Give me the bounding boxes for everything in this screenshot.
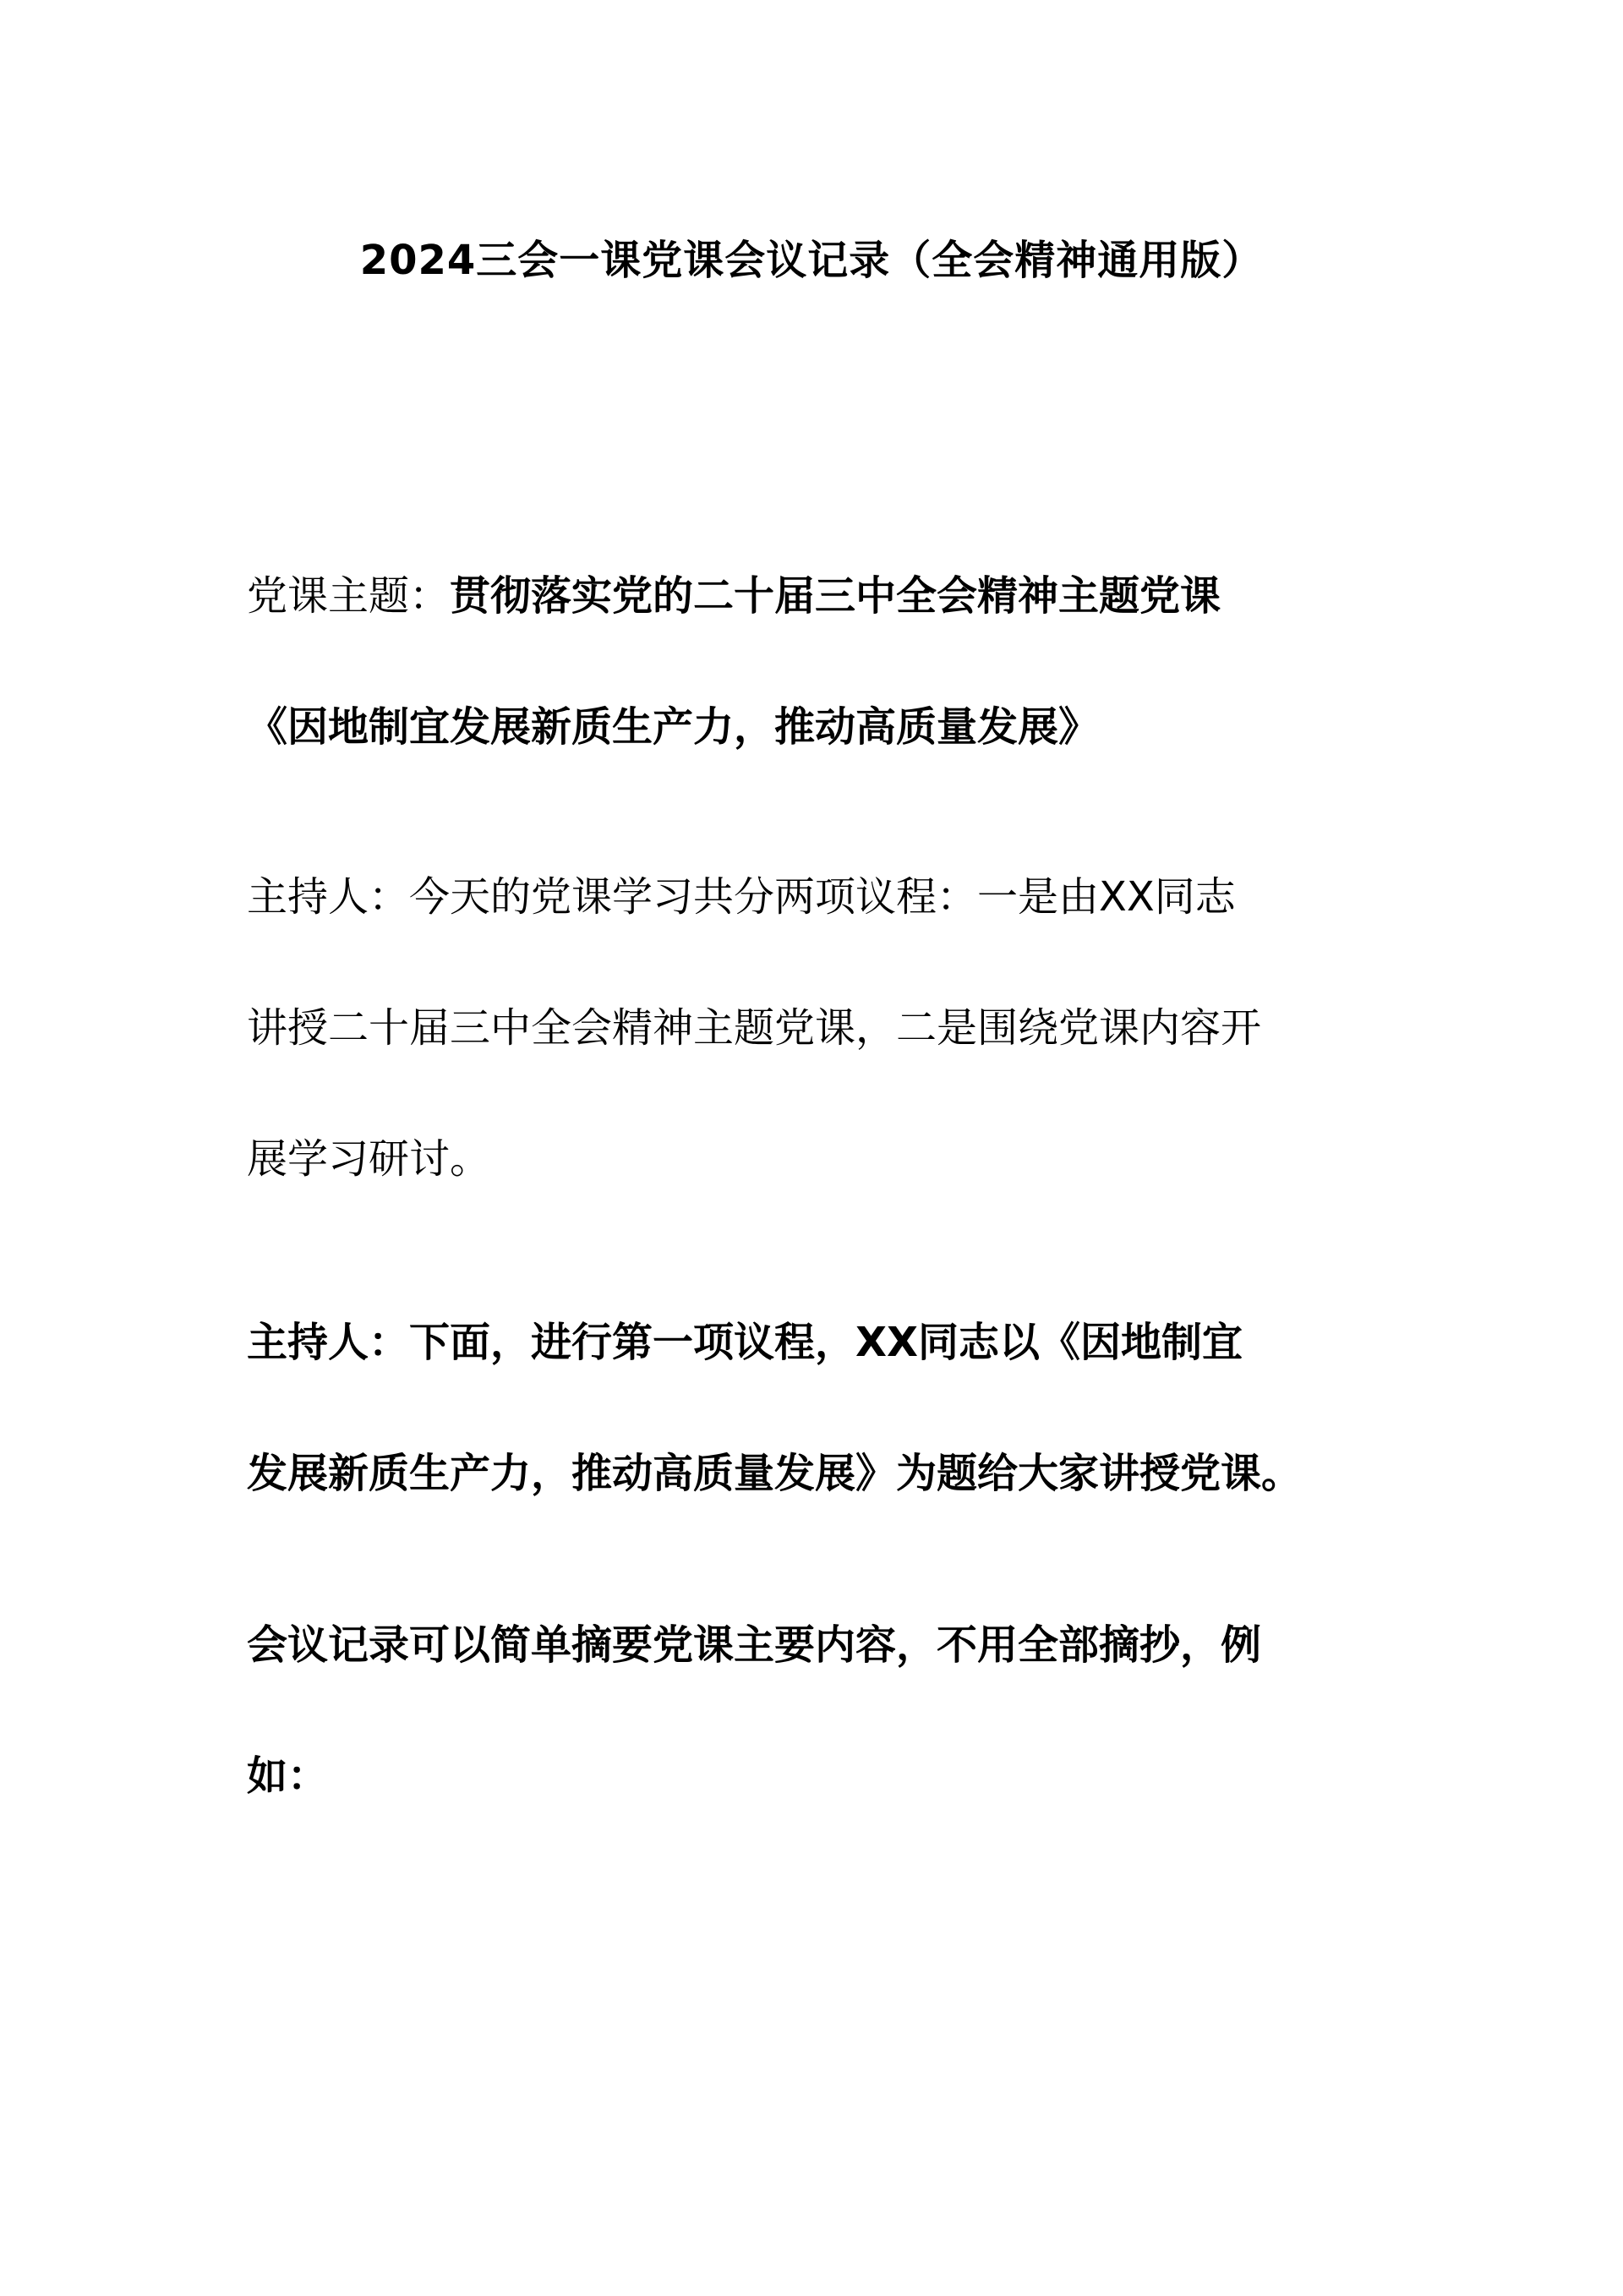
note-line-1: 会议记录可以简单摘要党课主要内容，不用全部摘抄，例 [247,1621,1262,1669]
topic-label: 党课主题： [247,572,451,620]
host-first-item-line-2: 发展新质生产力，推动高质量发展》为题给大家讲授党课。 [247,1450,1303,1497]
topic-text-line-2: 《因地制宜发展新质生产力，推动高质量发展》 [247,703,1100,751]
topic-text-line-1: 贯彻落实党的二十届三中全会精神主题党课 [450,572,1221,620]
host-first-item-line-1: 主持人：下面，进行第一项议程，XX同志以《因地制宜 [247,1319,1243,1366]
document-title: 2024三会一课党课会议记录（全会精神通用版） [359,237,1264,284]
host-intro-line-3: 展学习研讨。 [247,1135,491,1183]
host-intro-line-2: 讲授二十届三中全会精神主题党课，二是围绕党课内容开 [247,1004,1262,1052]
topic-paragraph [247,531,1430,793]
host-intro-line-1: 主持人：今天的党课学习共分两项议程：一是由XX同志 [247,873,1236,921]
note-paragraph [247,1580,1430,1842]
note-line-2: 如： [247,1752,329,1800]
topic-line-1 [247,531,1430,662]
host-first-item-paragraph [247,1277,1430,1539]
host-intro-paragraph [247,832,1430,1225]
